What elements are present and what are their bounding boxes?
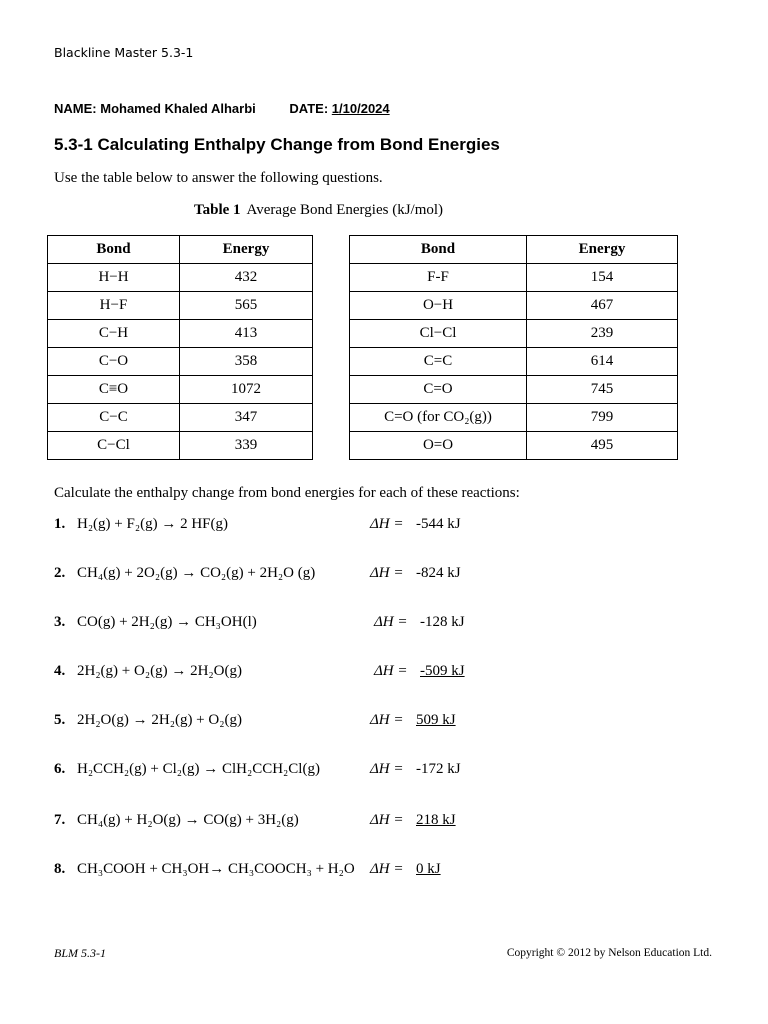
- energy-cell: 467: [527, 292, 678, 320]
- question-number: 1.: [54, 516, 66, 532]
- bond-cell: C−H: [48, 320, 180, 348]
- enthalpy-answer-1: [370, 516, 461, 533]
- delta-h-label: ΔH =: [370, 565, 404, 581]
- enthalpy-value: 0 kJ: [416, 861, 441, 877]
- bond-cell: H−H: [48, 264, 180, 292]
- energy-cell: 614: [527, 348, 678, 376]
- table-row: [48, 404, 313, 432]
- reaction-equation: H₂CCH₂(g) + Cl₂(g) → ClH₂CCH₂Cl(g): [77, 761, 320, 777]
- delta-h-label: ΔH =: [370, 712, 404, 728]
- enthalpy-value: -824 kJ: [416, 565, 461, 581]
- reaction-equation: H₂(g) + F₂(g) → 2 HF(g): [77, 516, 228, 532]
- question-number: 4.: [54, 663, 66, 679]
- bond-cell: O−H: [350, 292, 527, 320]
- table-row: [48, 348, 313, 376]
- question-1: [54, 516, 228, 533]
- energy-cell: 154: [527, 264, 678, 292]
- footer-blm: BLM 5.3-1: [54, 946, 106, 960]
- table-row: [350, 404, 678, 432]
- energy-cell: 1072: [180, 376, 313, 404]
- bond-cell: H−F: [48, 292, 180, 320]
- enthalpy-answer-7: [370, 812, 456, 829]
- enthalpy-answer-2: [370, 565, 461, 582]
- question-8: [54, 861, 355, 878]
- bond-cell: C=O: [350, 376, 527, 404]
- delta-h-label: ΔH =: [370, 812, 404, 828]
- reaction-equation: CO(g) + 2H₂(g) → CH₃OH(l): [77, 614, 257, 630]
- questions-prompt: Calculate the enthalpy change from bond energies for each of these reactions:: [54, 485, 520, 501]
- bond-cell: C≡O: [48, 376, 180, 404]
- table-row: [48, 264, 313, 292]
- table-row: [350, 292, 678, 320]
- column-header-bond: Bond: [48, 236, 180, 264]
- table-row: [48, 432, 313, 460]
- bond-cell: C=O (for CO₂(g)): [350, 404, 527, 432]
- reaction-equation: CH₄(g) + 2O₂(g) → CO₂(g) + 2H₂O (g): [77, 565, 316, 581]
- energy-cell: 565: [180, 292, 313, 320]
- question-2: [54, 565, 315, 582]
- table-row: [350, 432, 678, 460]
- enthalpy-value: 509 kJ: [416, 712, 456, 728]
- energy-cell: 347: [180, 404, 313, 432]
- table-row: [48, 376, 313, 404]
- reaction-equation: 2H₂O(g) → 2H₂(g) + O₂(g): [77, 712, 242, 728]
- delta-h-label: ΔH =: [370, 861, 404, 877]
- table-row: [350, 376, 678, 404]
- date-value: 1/10/2024: [331, 101, 390, 116]
- question-number: 6.: [54, 761, 66, 777]
- bond-energy-table-left: [47, 235, 313, 460]
- column-header-energy: Energy: [527, 236, 678, 264]
- enthalpy-answer-8: [370, 861, 441, 878]
- energy-cell: 745: [527, 376, 678, 404]
- question-7: [54, 812, 299, 829]
- question-number: 8.: [54, 861, 66, 877]
- bond-cell: C=C: [350, 348, 527, 376]
- bond-cell: O=O: [350, 432, 527, 460]
- question-number: 5.: [54, 712, 66, 728]
- energy-cell: 799: [527, 404, 678, 432]
- bond-cell: F-F: [350, 264, 527, 292]
- table-row: [48, 320, 313, 348]
- enthalpy-value: 218 kJ: [416, 812, 456, 828]
- enthalpy-value: -544 kJ: [416, 516, 461, 532]
- energy-cell: 495: [527, 432, 678, 460]
- bond-cell: C−O: [48, 348, 180, 376]
- page-title: 5.3-1 Calculating Enthalpy Change from Bond Energies: [54, 135, 500, 154]
- reaction-equation: CH₄(g) + H₂O(g) → CO(g) + 3H₂(g): [77, 812, 299, 828]
- energy-cell: 413: [180, 320, 313, 348]
- bond-cell: C−Cl: [48, 432, 180, 460]
- bond-cell: Cl−Cl: [350, 320, 527, 348]
- table-row: [350, 320, 678, 348]
- column-header-energy: Energy: [180, 236, 313, 264]
- delta-h-label: ΔH =: [374, 663, 408, 679]
- name-date-row: [54, 101, 390, 116]
- energy-cell: 239: [527, 320, 678, 348]
- enthalpy-value: -172 kJ: [416, 761, 461, 777]
- reaction-equation: CH₃COOH + CH₃OH→ CH₃COOCH₃ + H₂O: [77, 861, 355, 877]
- bond-cell: C−C: [48, 404, 180, 432]
- blackline-master-label: Blackline Master 5.3-1: [54, 45, 194, 60]
- delta-h-label: ΔH =: [370, 761, 404, 777]
- energy-cell: 432: [180, 264, 313, 292]
- intro-text: Use the table below to answer the following questions.: [54, 170, 383, 186]
- table-caption: [194, 202, 443, 219]
- question-number: 3.: [54, 614, 66, 630]
- table-row: [350, 348, 678, 376]
- energy-cell: 339: [180, 432, 313, 460]
- bond-energy-table-right: [349, 235, 678, 460]
- question-number: 2.: [54, 565, 66, 581]
- question-number: 7.: [54, 812, 66, 828]
- enthalpy-value: -509 kJ: [420, 663, 465, 679]
- table-row: [350, 264, 678, 292]
- question-3: [54, 614, 257, 631]
- table-row: [48, 292, 313, 320]
- footer-copyright: Copyright © 2012 by Nelson Education Ltd.: [506, 947, 712, 959]
- table-caption-text: Average Bond Energies (kJ/mol): [246, 202, 444, 218]
- question-6: [54, 761, 320, 778]
- enthalpy-answer-6: [370, 761, 461, 778]
- date-label: DATE:: [289, 101, 329, 116]
- enthalpy-answer-3: [374, 614, 465, 631]
- reaction-equation: 2H₂(g) + O₂(g) → 2H₂O(g): [77, 663, 242, 679]
- column-header-bond: Bond: [350, 236, 527, 264]
- energy-cell: 358: [180, 348, 313, 376]
- name-label: NAME:: [54, 101, 97, 116]
- enthalpy-value: -128 kJ: [420, 614, 465, 630]
- question-4: [54, 663, 242, 680]
- name-value: Mohamed Khaled Alharbi: [100, 101, 256, 116]
- enthalpy-answer-4: [374, 663, 465, 680]
- delta-h-label: ΔH =: [374, 614, 408, 630]
- enthalpy-answer-5: [370, 712, 456, 729]
- table-caption-label: Table 1: [194, 202, 241, 218]
- question-5: [54, 712, 242, 729]
- delta-h-label: ΔH =: [370, 516, 404, 532]
